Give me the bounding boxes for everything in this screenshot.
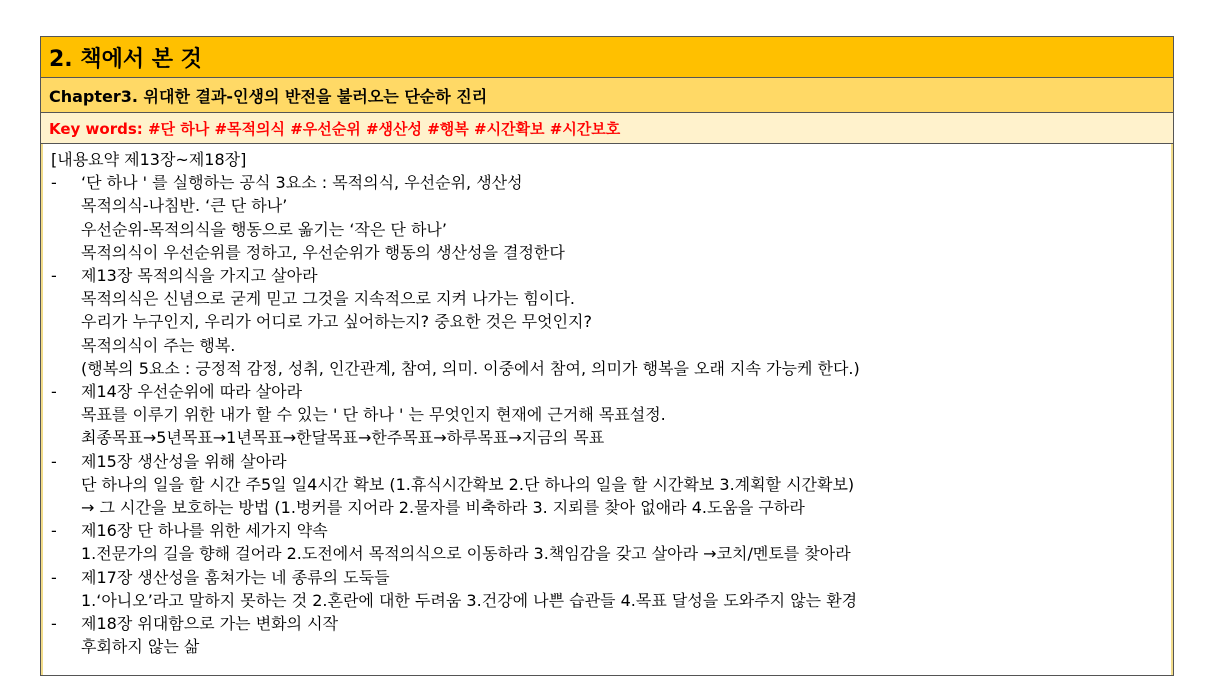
item-line: 우선순위-목적의식을 행동으로 옮기는 ‘작은 단 하나’ xyxy=(81,219,447,239)
item-heading: 제17장 생산성을 훔쳐가는 네 종류의 도둑들 xyxy=(81,567,390,587)
item-line: 후회하지 않는 삶 xyxy=(81,637,200,657)
item-line: → 그 시간을 보호하는 방법 (1.벙커를 지어라 2.물자를 비축하라 3. 지뢰를 찾아 없애라 4.도움을 구하라 xyxy=(81,498,805,518)
item-line: 목적의식이 주는 행복. xyxy=(81,335,236,355)
bullet-dash: - xyxy=(51,521,57,541)
item-line: (행복의 5요소 : 긍정적 감정, 성취, 인간관계, 참여, 의미. 이중에서 참여, 의미가 행복을 오래 지속 가능케 한다.) xyxy=(81,358,860,378)
item-line: 목표를 이루기 위한 내가 할 수 있는 ' 단 하나 ' 는 무엇인지 현재에 근거해 목표설정. xyxy=(81,405,666,425)
book-notes-sheet xyxy=(40,36,1174,676)
bullet-dash: - xyxy=(51,614,57,634)
item-heading: 제13장 목적의식을 가지고 살아라 xyxy=(81,266,318,286)
list-item xyxy=(51,450,1171,520)
item-heading: 제18장 위대함으로 가는 변화의 시작 xyxy=(81,614,339,634)
item-line: 최종목표→5년목표→1년목표→한달목표→한주목표→하루목표→지금의 목표 xyxy=(81,428,605,448)
keywords-line: Key words: #단 하나 #목적의식 #우선순위 #생산성 #행복 #시간확보 #시간보호 xyxy=(41,113,1173,144)
item-line: 단 하나의 일을 할 시간 주5일 일4시간 확보 (1.휴식시간확보 2.단 하나의 일을 할 시간확보 3.계획할 시간확보) xyxy=(81,474,855,494)
summary-content xyxy=(41,144,1173,676)
list-item xyxy=(51,566,1171,612)
bullet-dash: - xyxy=(51,567,57,587)
item-heading: 제16장 단 하나를 위한 세가지 약속 xyxy=(81,521,328,541)
list-item xyxy=(51,519,1171,565)
item-heading: 제15장 생산성을 위해 살아라 xyxy=(81,451,287,471)
list-item xyxy=(51,612,1171,658)
item-heading: 제14장 우선순위에 따라 살아라 xyxy=(81,382,303,402)
bullet-dash: - xyxy=(51,451,57,471)
bullet-dash: - xyxy=(51,173,57,193)
item-line: 목적의식은 신념으로 굳게 믿고 그것을 지속적으로 지켜 나가는 힘이다. xyxy=(81,289,575,309)
list-item xyxy=(51,264,1171,380)
item-line: 1.전문가의 길을 향해 걸어라 2.도전에서 목적의식으로 이동하라 3.책임감을 갖고 살아라 →코치/멘토를 찾아라 xyxy=(81,544,851,564)
bullet-dash: - xyxy=(51,266,57,286)
list-item xyxy=(51,380,1171,450)
bullet-dash: - xyxy=(51,382,57,402)
item-heading: ‘단 하나 ' 를 실행하는 공식 3요소 : 목적의식, 우선순위, 생산성 xyxy=(81,173,523,193)
item-line: 우리가 누구인지, 우리가 어디로 가고 싶어하는지? 중요한 것은 무엇인지? xyxy=(81,312,592,332)
item-line: 목적의식-나침반. ‘큰 단 하나’ xyxy=(81,196,288,216)
chapter-title: Chapter3. 위대한 결과-인생의 반전을 불러오는 단순하 진리 xyxy=(41,78,1173,113)
section-title: 2. 책에서 본 것 xyxy=(41,37,1173,78)
item-line: 목적의식이 우선순위를 정하고, 우선순위가 행동의 생산성을 결정한다 xyxy=(81,242,565,262)
summary-label: [내용요약 제13장~제18장] xyxy=(51,150,247,169)
item-line: 1.‘아니오’라고 말하지 못하는 것 2.혼란에 대한 두려움 3.건강에 나쁜 습관들 4.목표 달성을 도와주지 않는 환경 xyxy=(81,590,858,610)
list-item xyxy=(51,171,1171,264)
